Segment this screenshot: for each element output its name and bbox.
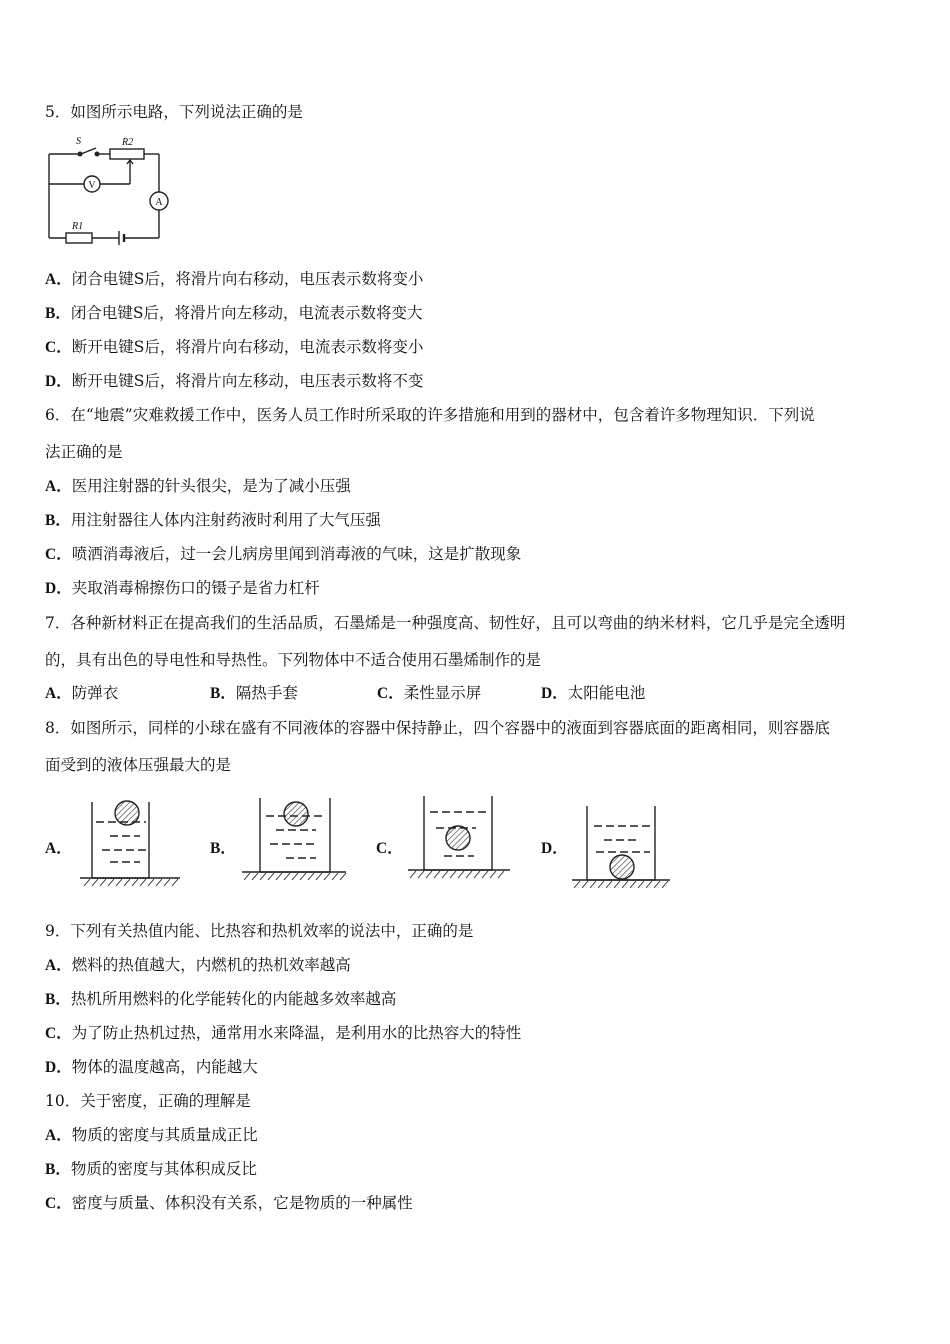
q6-option-a: A．医用注射器的针头很尖，是为了减小压强 <box>45 477 351 495</box>
r1-label: R1 <box>72 221 84 232</box>
q9-option-c: C．为了防止热机过热，通常用水来降温，是利用水的比热容大的特性 <box>45 1024 522 1042</box>
q7-option-c: C．柔性显示屏 <box>377 684 482 702</box>
q6-option-c: C．喷洒消毒液后，过一会儿病房里闻到消毒液的气味，这是扩散现象 <box>45 545 522 563</box>
q6-option-b: B．用注射器往人体内注射药液时利用了大气压强 <box>45 511 381 529</box>
q10-option-b: B．物质的密度与其体积成反比 <box>45 1160 257 1178</box>
q7-option-a: A．防弹衣 <box>45 684 119 702</box>
q9-option-b: B．热机所用燃料的化学能转化的内能越多效率越高 <box>45 990 397 1008</box>
ammeter-label: A <box>155 197 163 208</box>
container-b <box>242 798 346 880</box>
voltmeter-label: V <box>88 180 96 191</box>
q5-option-b: B．闭合电键S后，将滑片向左移动，电流表示数将变大 <box>45 304 423 322</box>
container-a <box>80 801 180 886</box>
q8-option-d-label: D． <box>541 840 568 857</box>
q5-option-d: D．断开电键S后，将滑片向左移动，电压表示数将不变 <box>45 372 424 390</box>
q10-stem: 10．关于密度，正确的理解是 <box>45 1092 251 1110</box>
q5-circuit-diagram <box>44 132 179 247</box>
q8-option-c-label: C． <box>376 840 403 857</box>
q9-option-a: A．燃料的热值越大，内燃机的热机效率越高 <box>45 956 351 974</box>
q9-option-d: D．物体的温度越高，内能越大 <box>45 1058 258 1076</box>
container-d <box>572 806 670 888</box>
q6-option-d: D．夹取消毒棉擦伤口的镊子是省力杠杆 <box>45 579 320 597</box>
q9-stem: 9．下列有关热值内能、比热容和热机效率的说法中，正确的是 <box>45 922 474 940</box>
q5-option-c: C．断开电键S后，将滑片向右移动，电流表示数将变小 <box>45 338 424 356</box>
q7-stem-line2: 的，具有出色的导电性和导热性。下列物体中不适合使用石墨烯制作的是 <box>45 651 542 669</box>
q5-stem: 5．如图所示电路，下列说法正确的是 <box>45 103 303 121</box>
q6-stem-line1: 6．在“地震”灾难救援工作中，医务人员工作时所采取的许多措施和用到的器材中，包含着许多物理知识．下列说 <box>45 406 815 424</box>
q10-option-a: A．物质的密度与其质量成正比 <box>45 1126 258 1144</box>
q7-stem-line1: 7．各种新材料正在提高我们的生活品质，石墨烯是一种强度高、韧性好，且可以弯曲的纳米材料，它几乎是完全透明 <box>45 614 846 632</box>
switch-label: S <box>76 136 81 147</box>
q8-stem-line1: 8．如图所示，同样的小球在盛有不同液体的容器中保持静止，四个容器中的液面到容器底面的距离相同，则容器底 <box>45 719 830 737</box>
container-c <box>408 796 510 878</box>
q6-stem-line2: 法正确的是 <box>45 443 123 461</box>
q8-containers-diagram <box>0 790 700 895</box>
q7-option-d: D．太阳能电池 <box>541 684 646 702</box>
q8-option-b-label: B． <box>210 840 236 857</box>
q10-option-c: C．密度与质量、体积没有关系，它是物质的一种属性 <box>45 1194 413 1212</box>
r2-label: R2 <box>122 137 134 148</box>
q8-stem-line2: 面受到的液体压强最大的是 <box>45 756 232 774</box>
q5-option-a: A．闭合电键S后，将滑片向右移动，电压表示数将变小 <box>45 270 424 288</box>
q7-option-b: B．隔热手套 <box>210 684 298 702</box>
q8-option-a-label: A． <box>45 840 72 857</box>
